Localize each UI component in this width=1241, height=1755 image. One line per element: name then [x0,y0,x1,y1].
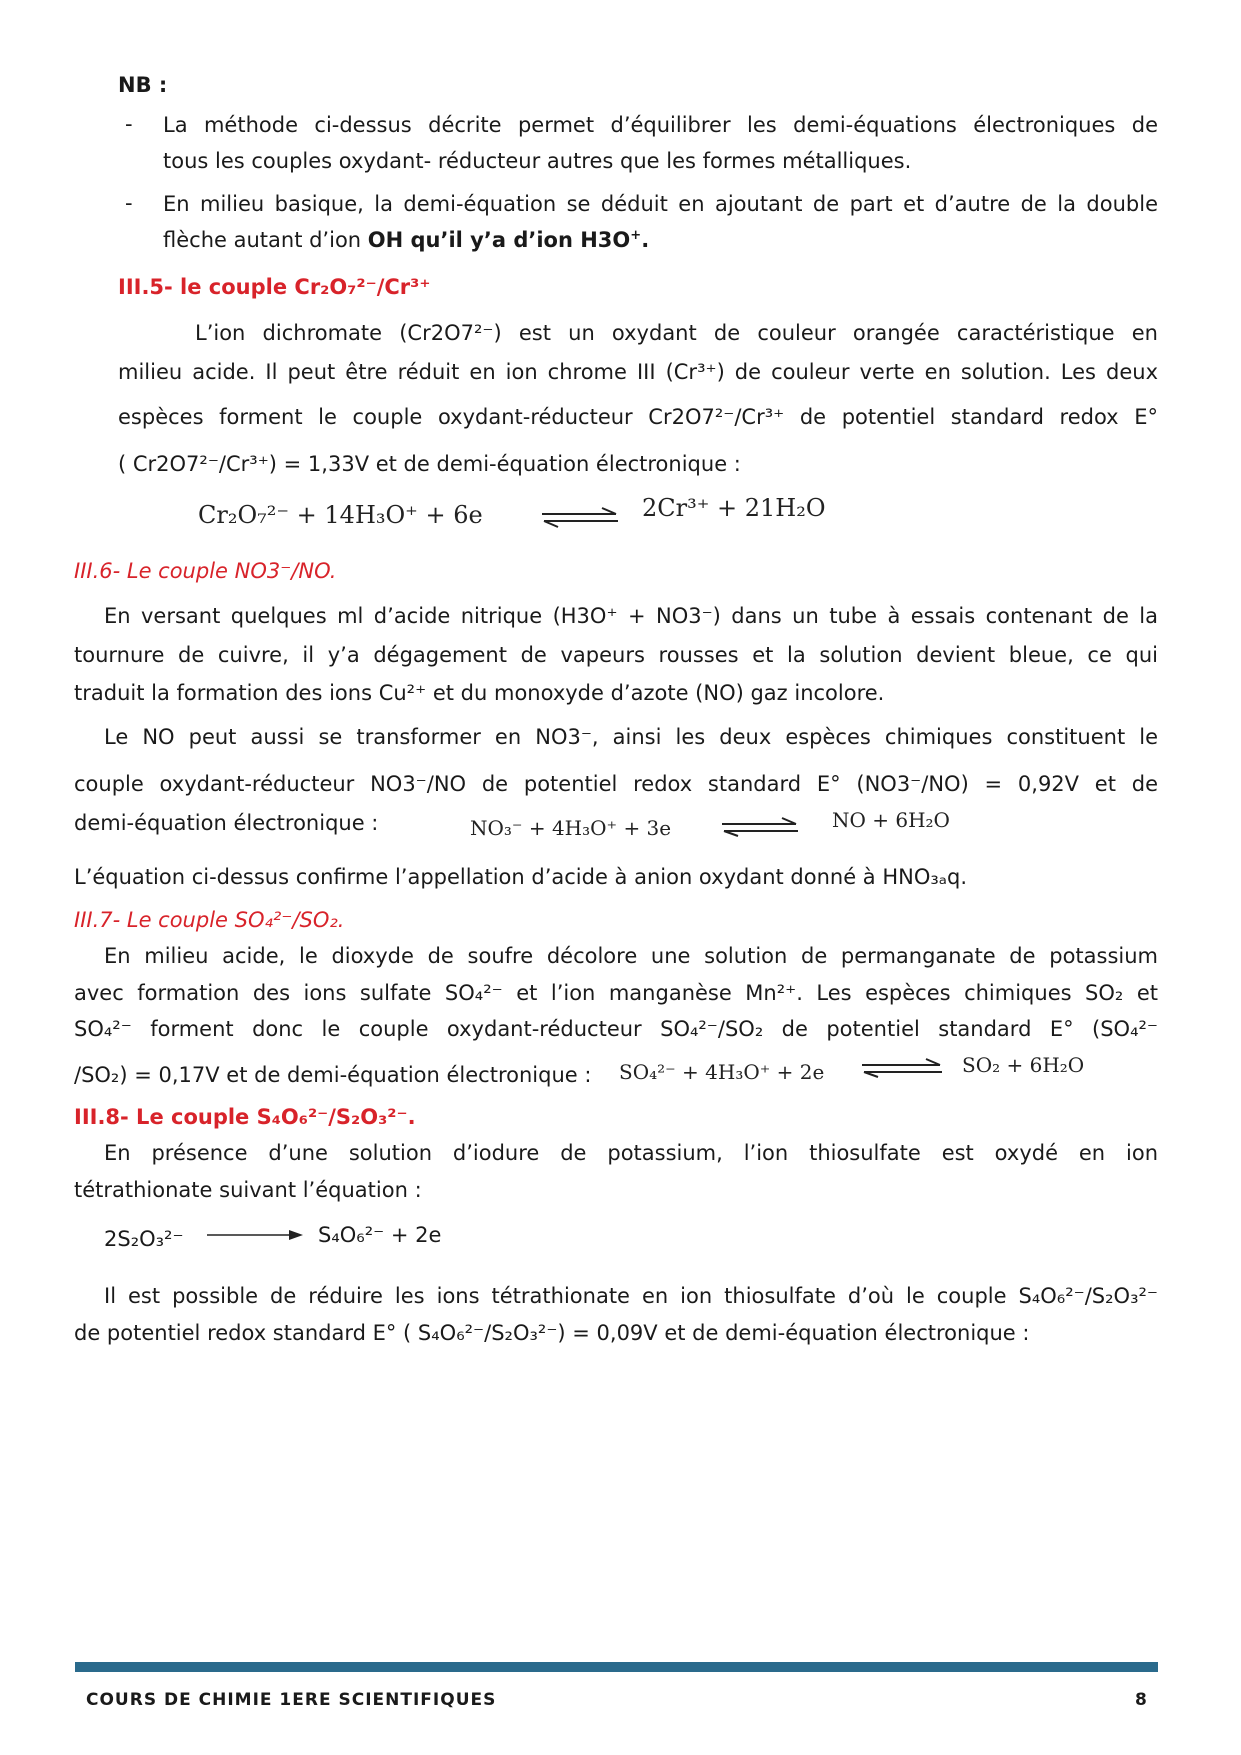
heading-iii-6: III.6- Le couple NO3⁻/NO. [74,559,337,583]
s6-equation-left: NO₃⁻ + 4H₃O⁺ + 3e [470,816,672,840]
bullet-dash: - [125,112,133,136]
s8-line4: de potentiel redox standard E° ( S₄O₆²⁻/S₂O₃²⁻) = 0,09V et de demi-équation électronique : [74,1321,1030,1345]
s6-p1-line3: traduit la formation des ions Cu²⁺ et du monoxyde d’azote (NO) gaz incolore. [74,681,885,705]
nb-bullet2-text: flèche autant d’ion [163,228,368,252]
heading-iii-7: III.7- Le couple SO₄²⁻/SO₂. [74,908,345,932]
s5-line4: ( Cr2O7²⁻/Cr³⁺) = 1,33V et de demi-équation électronique : [118,452,741,476]
bullet-dash: - [125,191,133,215]
s8-line3: Il est possible de réduire les ions tétrathionate en ion thiosulfate d’où le couple S₄O₆²⁻/S₂O₃²⁻ [104,1284,1158,1308]
s7-equation-right: SO₂ + 6H₂O [962,1053,1085,1077]
page-number: 8 [1135,1690,1148,1710]
s8-equation-left: 2S₂O₃²⁻ [104,1227,184,1251]
equilibrium-arrow-icon [860,1058,944,1078]
s7-line1: En milieu acide, le dioxyde de soufre décolore une solution de permanganate de potassium [104,944,1158,968]
s6-p1-line2: tournure de cuivre, il y’a dégagement de vapeurs rousses et la solution devient bleue, ce qui [74,643,1158,667]
s7-line2: avec formation des ions sulfate SO₄²⁻ et l’ion manganèse Mn²⁺. Les espèces chimiques SO₂ et [74,981,1158,1005]
s8-equation-right: S₄O₆²⁻ + 2e [318,1223,442,1247]
s8-line1: En présence d’une solution d’iodure de potassium, l’ion thiosulfate est oxydé en ion [104,1141,1158,1165]
s6-p1-line1: En versant quelques ml d’acide nitrique (H3O⁺ + NO3⁻) dans un tube à essais contenant de la [104,604,1158,628]
s5-line1: L’ion dichromate (Cr2O7²⁻) est un oxydant de couleur orangée caractéristique en [195,321,1158,345]
s6-equation-right: NO + 6H₂O [832,808,950,832]
reaction-arrow-icon [205,1228,305,1242]
footer-title: COURS DE CHIMIE 1ERE SCIENTIFIQUES [86,1690,497,1710]
s6-p2-line3: demi-équation électronique : [74,811,379,835]
nb-bullet1-line2: tous les couples oxydant- réducteur autres que les formes métalliques. [163,149,912,173]
s5-line2: milieu acide. Il peut être réduit en ion chrome III (Cr³⁺) de couleur verte en solution. Les deux [118,360,1158,384]
footer-bar [75,1662,1158,1672]
nb-bullet2-dot: . [641,228,650,252]
s7-equation-left: SO₄²⁻ + 4H₃O⁺ + 2e [619,1060,825,1084]
s7-line4: /SO₂) = 0,17V et de demi-équation électronique : [74,1063,592,1087]
equilibrium-arrow-icon [540,506,620,528]
s5-equation-left: Cr₂O₇²⁻ + 14H₃O⁺ + 6e [198,501,483,529]
nb-bullet2-bold: OH qu’il y’a d’ion H3O [367,228,631,252]
s5-line3: espèces forment le couple oxydant-réducteur Cr2O7²⁻/Cr³⁺ de potentiel standard redox E° [118,405,1158,429]
nb-bullet2-line1: En milieu basique, la demi-équation se déduit en ajoutant de part et d’autre de la double [163,192,1158,216]
s6-p2-line2: couple oxydant-réducteur NO3⁻/NO de potentiel redox standard E° (NO3⁻/NO) = 0,92V et de [74,772,1158,796]
nb-bullet2-line2 [163,225,649,255]
heading-iii-8: III.8- Le couple S₄O₆²⁻/S₂O₃²⁻. [74,1105,416,1129]
equilibrium-arrow-icon [720,817,800,837]
nb-title: NB : [118,73,168,97]
s6-p3: L’équation ci-dessus confirme l’appellation d’acide à anion oxydant donné à HNO₃ₐq. [74,865,968,889]
s6-p2-line1: Le NO peut aussi se transformer en NO3⁻, ainsi les deux espèces chimiques constituent le [104,725,1158,749]
heading-iii-5: III.5- le couple Cr₂O₇²⁻/Cr³⁺ [118,275,431,299]
nb-bullet1-line1: La méthode ci-dessus décrite permet d’équilibrer les demi-équations électroniques de [163,113,1158,137]
s8-line2: tétrathionate suivant l’équation : [74,1178,422,1202]
nb-bullet2-sup: + [630,228,642,243]
s5-equation-right: 2Cr³⁺ + 21H₂O [642,494,826,522]
s7-line3: SO₄²⁻ forment donc le couple oxydant-réducteur SO₄²⁻/SO₂ de potentiel standard E° (SO₄²⁻ [74,1017,1158,1041]
